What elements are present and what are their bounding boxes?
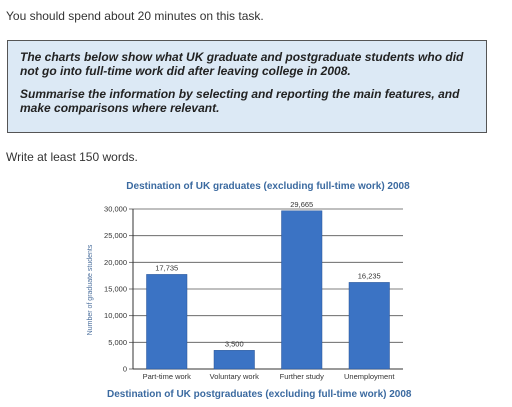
write-instruction: Write at least 150 words. bbox=[6, 150, 138, 164]
y-axis-label: Number of graduate students bbox=[87, 244, 94, 336]
y-tick-label: 5,000 bbox=[108, 337, 127, 347]
y-tick-label: 25,000 bbox=[104, 231, 127, 241]
category-label: Unemployment bbox=[344, 372, 395, 381]
bar-value-label: 17,735 bbox=[155, 263, 179, 273]
bar-part-time-work bbox=[147, 274, 188, 369]
task-paragraph-2: Summarise the information by selecting and reporting the main features, and make comparisons where relevant. bbox=[20, 87, 460, 115]
bar-voluntary-work bbox=[214, 350, 255, 369]
y-tick-label: 10,000 bbox=[104, 311, 127, 321]
second-chart-title: Destination of UK postgraduates (excluding full-time work) 2008 bbox=[107, 389, 412, 400]
y-tick-label: 15,000 bbox=[104, 284, 127, 294]
bar-value-label: 16,235 bbox=[357, 271, 381, 281]
bar-unemployment bbox=[349, 282, 390, 369]
chart-title: Destination of UK graduates (excluding full-time work) 2008 bbox=[126, 181, 410, 192]
y-tick-label: 30,000 bbox=[104, 204, 127, 214]
task-paragraph-1: The charts below show what UK graduate and postgraduate students who did not go into full-time work did after leaving college in 2008. bbox=[20, 50, 464, 78]
bar-further-study bbox=[282, 211, 323, 369]
bar-value-label: 3,500 bbox=[224, 339, 244, 349]
category-label: Part-time work bbox=[142, 372, 191, 381]
intro-text: You should spend about 20 minutes on this task. bbox=[6, 9, 264, 23]
y-tick-label: 20,000 bbox=[104, 257, 127, 267]
bar-value-label: 29,665 bbox=[290, 199, 314, 209]
category-label: Further study bbox=[279, 372, 324, 381]
category-label: Voluntary work bbox=[209, 372, 259, 381]
y-tick-label: 0 bbox=[122, 364, 127, 374]
